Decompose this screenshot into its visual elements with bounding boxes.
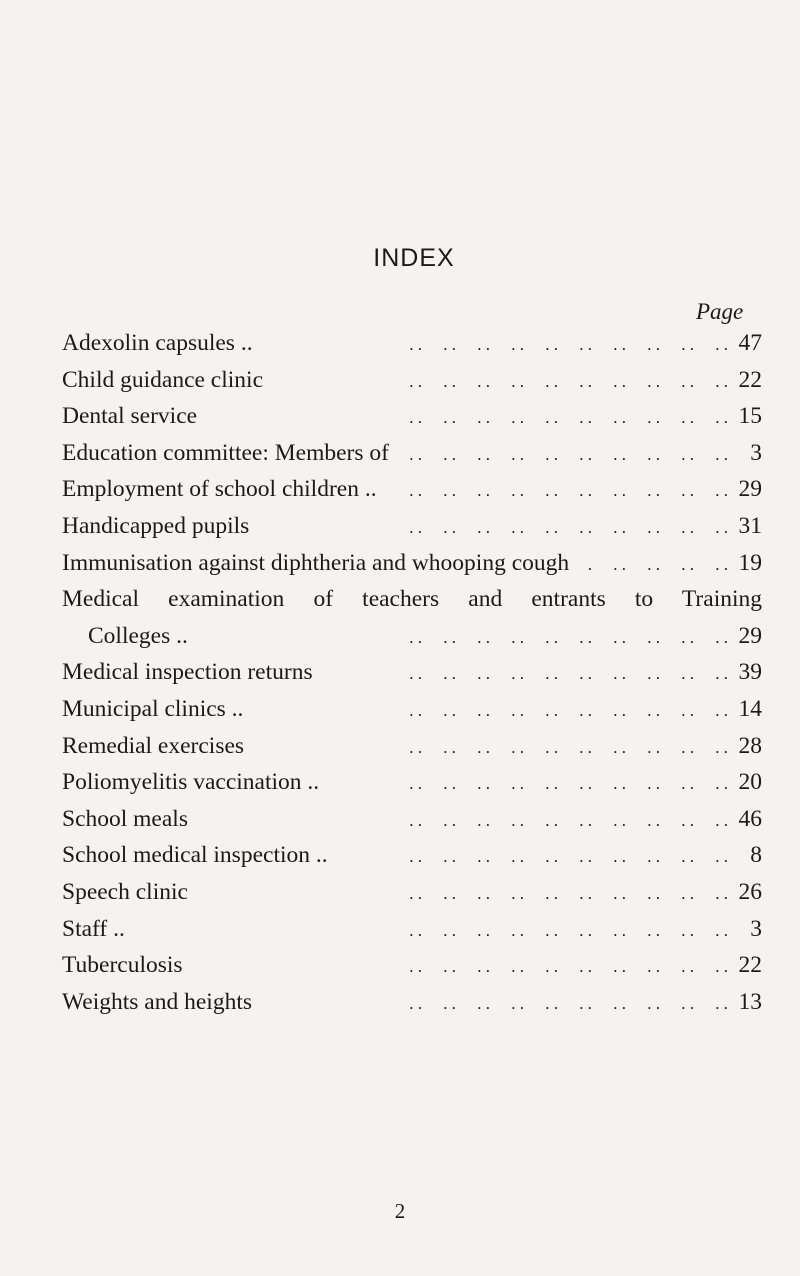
- dot-leader: [342, 839, 728, 874]
- entry-page: 22: [738, 366, 762, 393]
- dot-leader: [267, 327, 728, 362]
- entry-label: Speech clinic: [62, 878, 188, 905]
- dot-leader: [583, 547, 728, 582]
- index-entry: [62, 471, 762, 508]
- entry-page: 29: [738, 622, 762, 649]
- dot-leader: [403, 437, 728, 472]
- entry-label: Colleges ..: [88, 622, 188, 649]
- index-entry: [62, 801, 762, 838]
- entry-label: School medical inspection ..: [62, 842, 328, 869]
- entry-label: School meals: [62, 805, 188, 832]
- page-column-heading: Page: [696, 299, 744, 324]
- entry-page: 14: [738, 695, 762, 722]
- entry-label: Child guidance clinic: [62, 366, 264, 393]
- dot-leader: [391, 473, 728, 508]
- index-entry: [62, 435, 762, 472]
- entry-label: Education committee: Members of: [62, 439, 389, 466]
- dot-leader: [333, 766, 728, 801]
- index-entry: [62, 764, 762, 801]
- index-entry: [62, 874, 762, 911]
- entry-label: Adexolin capsules ..: [62, 330, 253, 356]
- dot-leader: [266, 986, 728, 1021]
- entry-label: Medical inspection returns: [62, 659, 313, 686]
- dot-leader: [202, 620, 728, 655]
- index-entry-continued: [62, 581, 762, 618]
- dot-leader: [277, 364, 728, 399]
- entry-page: 19: [738, 549, 762, 576]
- entry-label: Staff ..: [62, 915, 125, 942]
- index-entry: [62, 984, 762, 1021]
- entry-page: 31: [738, 512, 762, 539]
- entry-page: 13: [738, 988, 762, 1015]
- index-entry: [62, 911, 762, 948]
- entry-page: 47: [738, 330, 762, 356]
- index-entry: [62, 947, 762, 984]
- entry-page: 29: [738, 476, 762, 503]
- dot-leader: [257, 693, 728, 728]
- page-title: INDEX: [373, 244, 455, 272]
- entry-page: 8: [750, 842, 762, 869]
- entry-label: Weights and heights: [62, 988, 252, 1015]
- entry-page: 39: [738, 659, 762, 686]
- index-entry: [62, 362, 762, 399]
- dot-leader: [139, 913, 728, 948]
- entry-page: 20: [738, 769, 762, 796]
- entry-page: 15: [738, 403, 762, 430]
- entry-label: Immunisation against diphtheria and whooping cough: [62, 549, 570, 576]
- entry-label: Remedial exercises: [62, 732, 245, 759]
- index-entry: [62, 508, 762, 545]
- page-number: 2: [394, 1199, 406, 1223]
- entry-label: Tuberculosis: [62, 952, 183, 979]
- entry-page: 3: [750, 915, 762, 942]
- index-entry: [62, 654, 762, 691]
- entry-page: 46: [738, 805, 762, 832]
- entry-label: Municipal clinics ..: [62, 695, 244, 722]
- index-entry: [62, 398, 762, 435]
- dot-leader: [258, 730, 728, 765]
- dot-leader: [327, 656, 728, 691]
- dot-leader: [202, 876, 728, 911]
- index-entry: [62, 325, 762, 362]
- index-entry: [62, 728, 762, 765]
- dot-leader: [263, 510, 728, 545]
- entry-page: 22: [738, 952, 762, 979]
- entry-label: Employment of school children ..: [62, 476, 377, 503]
- entry-label: Dental service: [62, 403, 198, 430]
- index-entry: [62, 837, 762, 874]
- index-entry: [62, 545, 762, 582]
- index-entries: [62, 325, 762, 1020]
- index-entry: [62, 691, 762, 728]
- entry-page: 3: [750, 439, 762, 466]
- dot-leader: [202, 803, 728, 838]
- entry-label: Medical examination of teachers and entrants to Training: [62, 586, 762, 613]
- entry-label: Poliomyelitis vaccination ..: [62, 769, 320, 796]
- entry-page: 26: [738, 878, 762, 905]
- entry-page: 28: [738, 732, 762, 759]
- entry-label: Handicapped pupils: [62, 512, 250, 539]
- index-entry: [62, 618, 762, 655]
- dot-leader: [197, 949, 728, 984]
- dot-leader: [211, 400, 728, 435]
